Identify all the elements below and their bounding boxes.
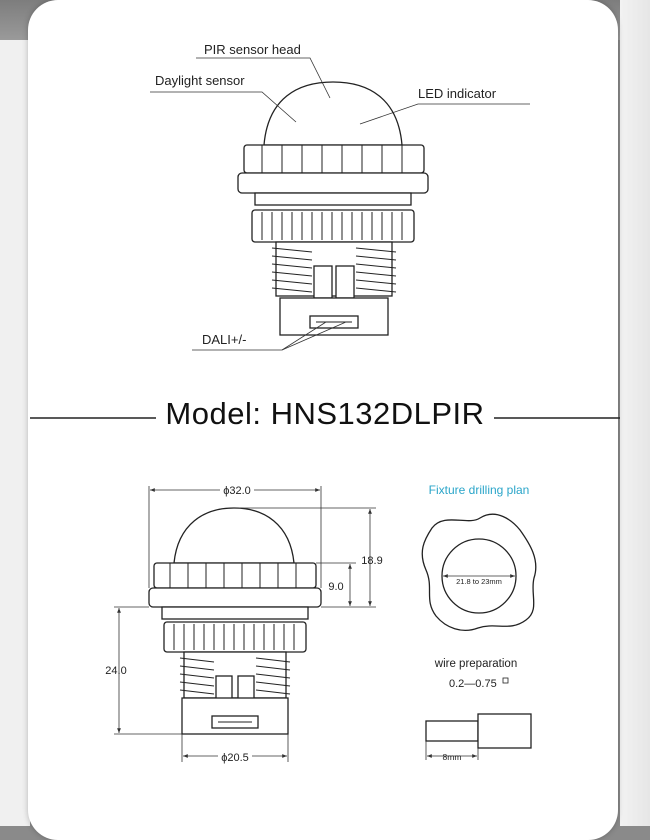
daylight-label: Daylight sensor <box>155 73 245 88</box>
dim-height-total: 18.9 <box>361 555 383 567</box>
drilling-plan-title: Fixture drilling plan <box>428 483 530 497</box>
model-title: Model: HNS132DLPIR <box>165 396 485 431</box>
dimension-threads <box>184 652 286 698</box>
square-mm-icon <box>503 678 508 683</box>
collar <box>255 193 411 205</box>
pir-dome <box>264 82 402 145</box>
clip-right <box>336 266 354 298</box>
dimension-collar <box>162 607 308 619</box>
dim-height-cap: 9.0 <box>328 581 344 593</box>
dim-width-bottom: ϕ20.5 <box>221 752 249 764</box>
dimension-clip-right <box>238 676 254 700</box>
dali-label: DALI+/- <box>202 332 247 347</box>
led-label: LED indicator <box>418 86 497 101</box>
hole-diameter-label: 21.8 to 23mm <box>456 577 502 586</box>
wire-gauge: 0.2—0.75 <box>449 678 497 690</box>
dimension-cap <box>154 563 316 588</box>
dimension-flange <box>149 588 321 607</box>
clip-left <box>314 266 332 298</box>
sensor-dimension-view <box>114 486 376 762</box>
insulated-wire <box>478 714 531 748</box>
dimension-dome <box>174 508 294 563</box>
dim-height-body: 24.0 <box>105 665 127 677</box>
dimension-ribbed-body <box>164 622 306 652</box>
cap-ring <box>244 145 424 173</box>
wire-prep-title: wire preparation <box>434 658 518 670</box>
stripped-wire <box>426 721 478 741</box>
sensor-side-view-top <box>150 58 530 350</box>
ribbed-body <box>252 210 414 242</box>
flange <box>238 173 428 193</box>
dim-width-top: ϕ32.0 <box>223 485 251 497</box>
pir-label: PIR sensor head <box>204 42 301 57</box>
dimension-clip-left <box>216 676 232 700</box>
strip-length-label: 8mm <box>442 752 462 762</box>
